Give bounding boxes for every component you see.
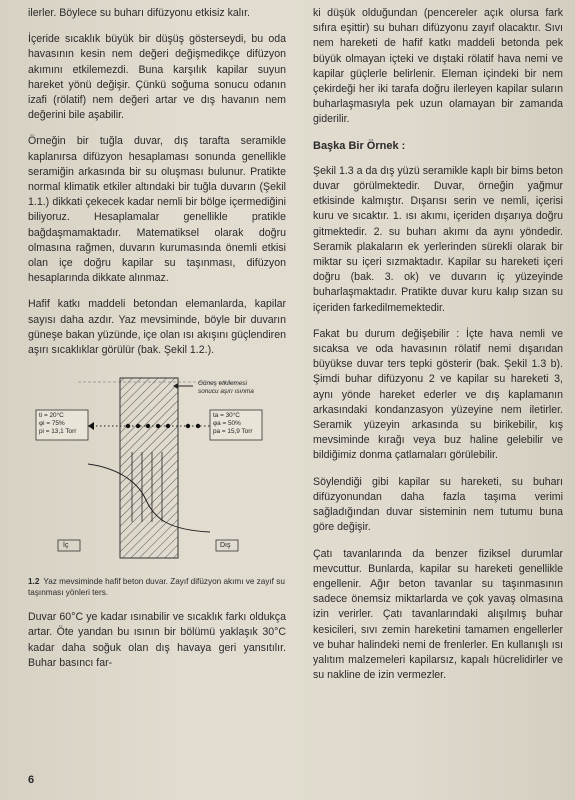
figure-1-2 [28, 372, 286, 572]
paragraph: Söylendiği gibi kapilar su hareketi, su buharı difüzyonundan daha fazla taşıma verimi sağladığından duvar sisteminin nem tutumu buna göre değişir. [313, 475, 563, 534]
label-inside: İç [63, 542, 69, 550]
section-heading: Başka Bir Örnek : [313, 139, 406, 152]
paragraph: ilerler. Böylece su buharı difüzyonu etkisiz kalır. [28, 7, 250, 19]
label-outside: Dış [220, 542, 231, 550]
paragraph: Örneğin bir tuğla duvar, dış tarafta seramikle kaplanırsa difüzyon hesaplaması sonunda genellikle seramiğin arkasında bir su oluşması bulunur. Pratikte normal klimatik etkiler altındaki bir tuğla duvarın (Şekil 1.1.) dikkati çekecek kadar nemli bir bölge içermediğini biliyoruz. Hesaplamalar genellikle pratikle bağdaşmamaktadır. Matematiksel olarak doğru olmasına rağmen, duvarın kurumasında önemli etkisi olan içe doğru kapilar su taşınması, difüzyon hesaplarında dikkate alınmaz. [28, 135, 286, 285]
wall-section [120, 378, 178, 558]
right-column [313, 6, 563, 694]
left-column [28, 6, 286, 682]
paragraph: İçeride sıcaklık büyük bir düşüş gösterseydi, bu oda havasının kesin nem değeri değişmedikçe difüzyon akımını etkilemezdi. Buna karşılık kapilar suyun hareket yönü değişir. Çünkü soğuma sonucu odanın izafi (rölatif) nem değeri artar ve dış havanın nem değerini bile aşabilir. [28, 33, 286, 122]
outside-reading: ta = 30°C [213, 412, 240, 420]
paragraph: Duvar 60°C ye kadar ısınabilir ve sıcaklık farkı oldukça artar. Öte yandan bu ısının bir bölümü yaklaşık 30°C kadar daha soğuk olan dış havaya geri yansıtılır. Buhar basıncı far- [28, 611, 286, 669]
caption-text: Yaz mevsiminde hafif beton duvar. Zayıf difüzyon akımı ve zayıf su taşınması yönleri ters. [28, 577, 285, 598]
inside-reading: pi = 13,1 Torr [39, 428, 77, 436]
outside-reading: pa = 15,9 Torr [213, 428, 253, 436]
paragraph: ki düşük olduğundan (pencereler açık olursa fark sıfıra eşittir) su buharı difüzyonu zayıf olacaktır. Sıvı nem hareketi de hafif katkı maddeli betonda pek büyük olmayan içteki ve dıştaki rölatif hava nemi ve kapilar güçlerle belirlenir. Eleman içindeki bir nem çekirdeği her iki tarafa doğru ilerleyen kapilar suların buharlaşmasıyla pek uzun olamayan bir zamanda giderilir. [313, 7, 563, 126]
figure-caption [28, 576, 286, 598]
outside-reading: φa = 50% [213, 420, 241, 428]
caption-number: 1.2 [28, 577, 40, 587]
inside-reading: ti = 20°C [39, 412, 64, 420]
page-number: 6 [28, 774, 35, 786]
annotation-text-2: sonucu aşırı ısınma [198, 388, 254, 396]
paragraph: Fakat bu durum değişebilir : İçte hava nemli ve sıcaksa ve oda havasının rölatif nemi dışarıdan büyükse duvar ters tepki gösterir (bak. Şekil 1.3 b). Şimdi buhar difüzyonu 2 ve kapilar su hareketi 3, aynı yönde hareket ederler ve dış kaplamanın arkasındaki kondanzasyon yüzeyine nem iletirler. Seramik yüzeyin arkasında su birikebilir, kış mevsiminde kırağı veya buz haline gelebilir ve bildiğimiz donma çatlamaları görülebilir. [313, 327, 563, 462]
inside-label-box [58, 540, 80, 551]
paragraph: Hafif katkı maddeli betondan elemanlarda, kapilar sayısı daha azdır. Yaz mevsiminde, böyle bir duvarın güneşe bakan yüzünde, içe olan ısı akışını güçlendiren aşırı sıcaklıklar görülür (bak. Şekil 1.2.). [28, 298, 286, 357]
annotation-text-1: Güneş etkilemesi [198, 380, 248, 388]
paragraph: Çatı tavanlarında da benzer fiziksel durumlar mevcuttur. Bunlarda, kapilar su hareketi genellikle engellenir. Ağır beton tavanlar su taşınmasının sadece önemsiz miktarlarda ve çok yavaş olmasına izin verirler. Çatı tavanlarındaki alışılmış buhar kesicileri, sıvı zemin hareketini tamamen engellerler ve buhar halindeki nemi de frenlerler. En kullanışlı ısı yalıtım malzemeleri kapilarsız, kapalı hücrelidirler ve su nakline de izin vermezler. [313, 547, 563, 682]
inside-reading: φi = 75% [39, 420, 65, 428]
paragraph: Şekil 1.3 a da dış yüzü seramikle kaplı bir bims beton duvar görülmektedir. Duvar, örneğin yağmur etkisinde kalmıştır. Dışarısı serin ve nemli, içerisi kuru ve sıcaktır. 1. ısı akımı, içeriden dışarıya doğru gitmektedir. 2. su buharı akımı da aynı yöndedir. Seramik plakaların ek yerlerinden sürekli olarak bir miktar su içeri sızmaktadır. Kapilar su hareketi içeri doğru (bak. 3. ok) ve duvarın iç yüzeyinde buharlaşmaktadır. Pratikte duvar kuru kalıp sızan su içeriden farkedilmemektedir. [313, 164, 563, 314]
flow-arrowhead [88, 422, 94, 430]
